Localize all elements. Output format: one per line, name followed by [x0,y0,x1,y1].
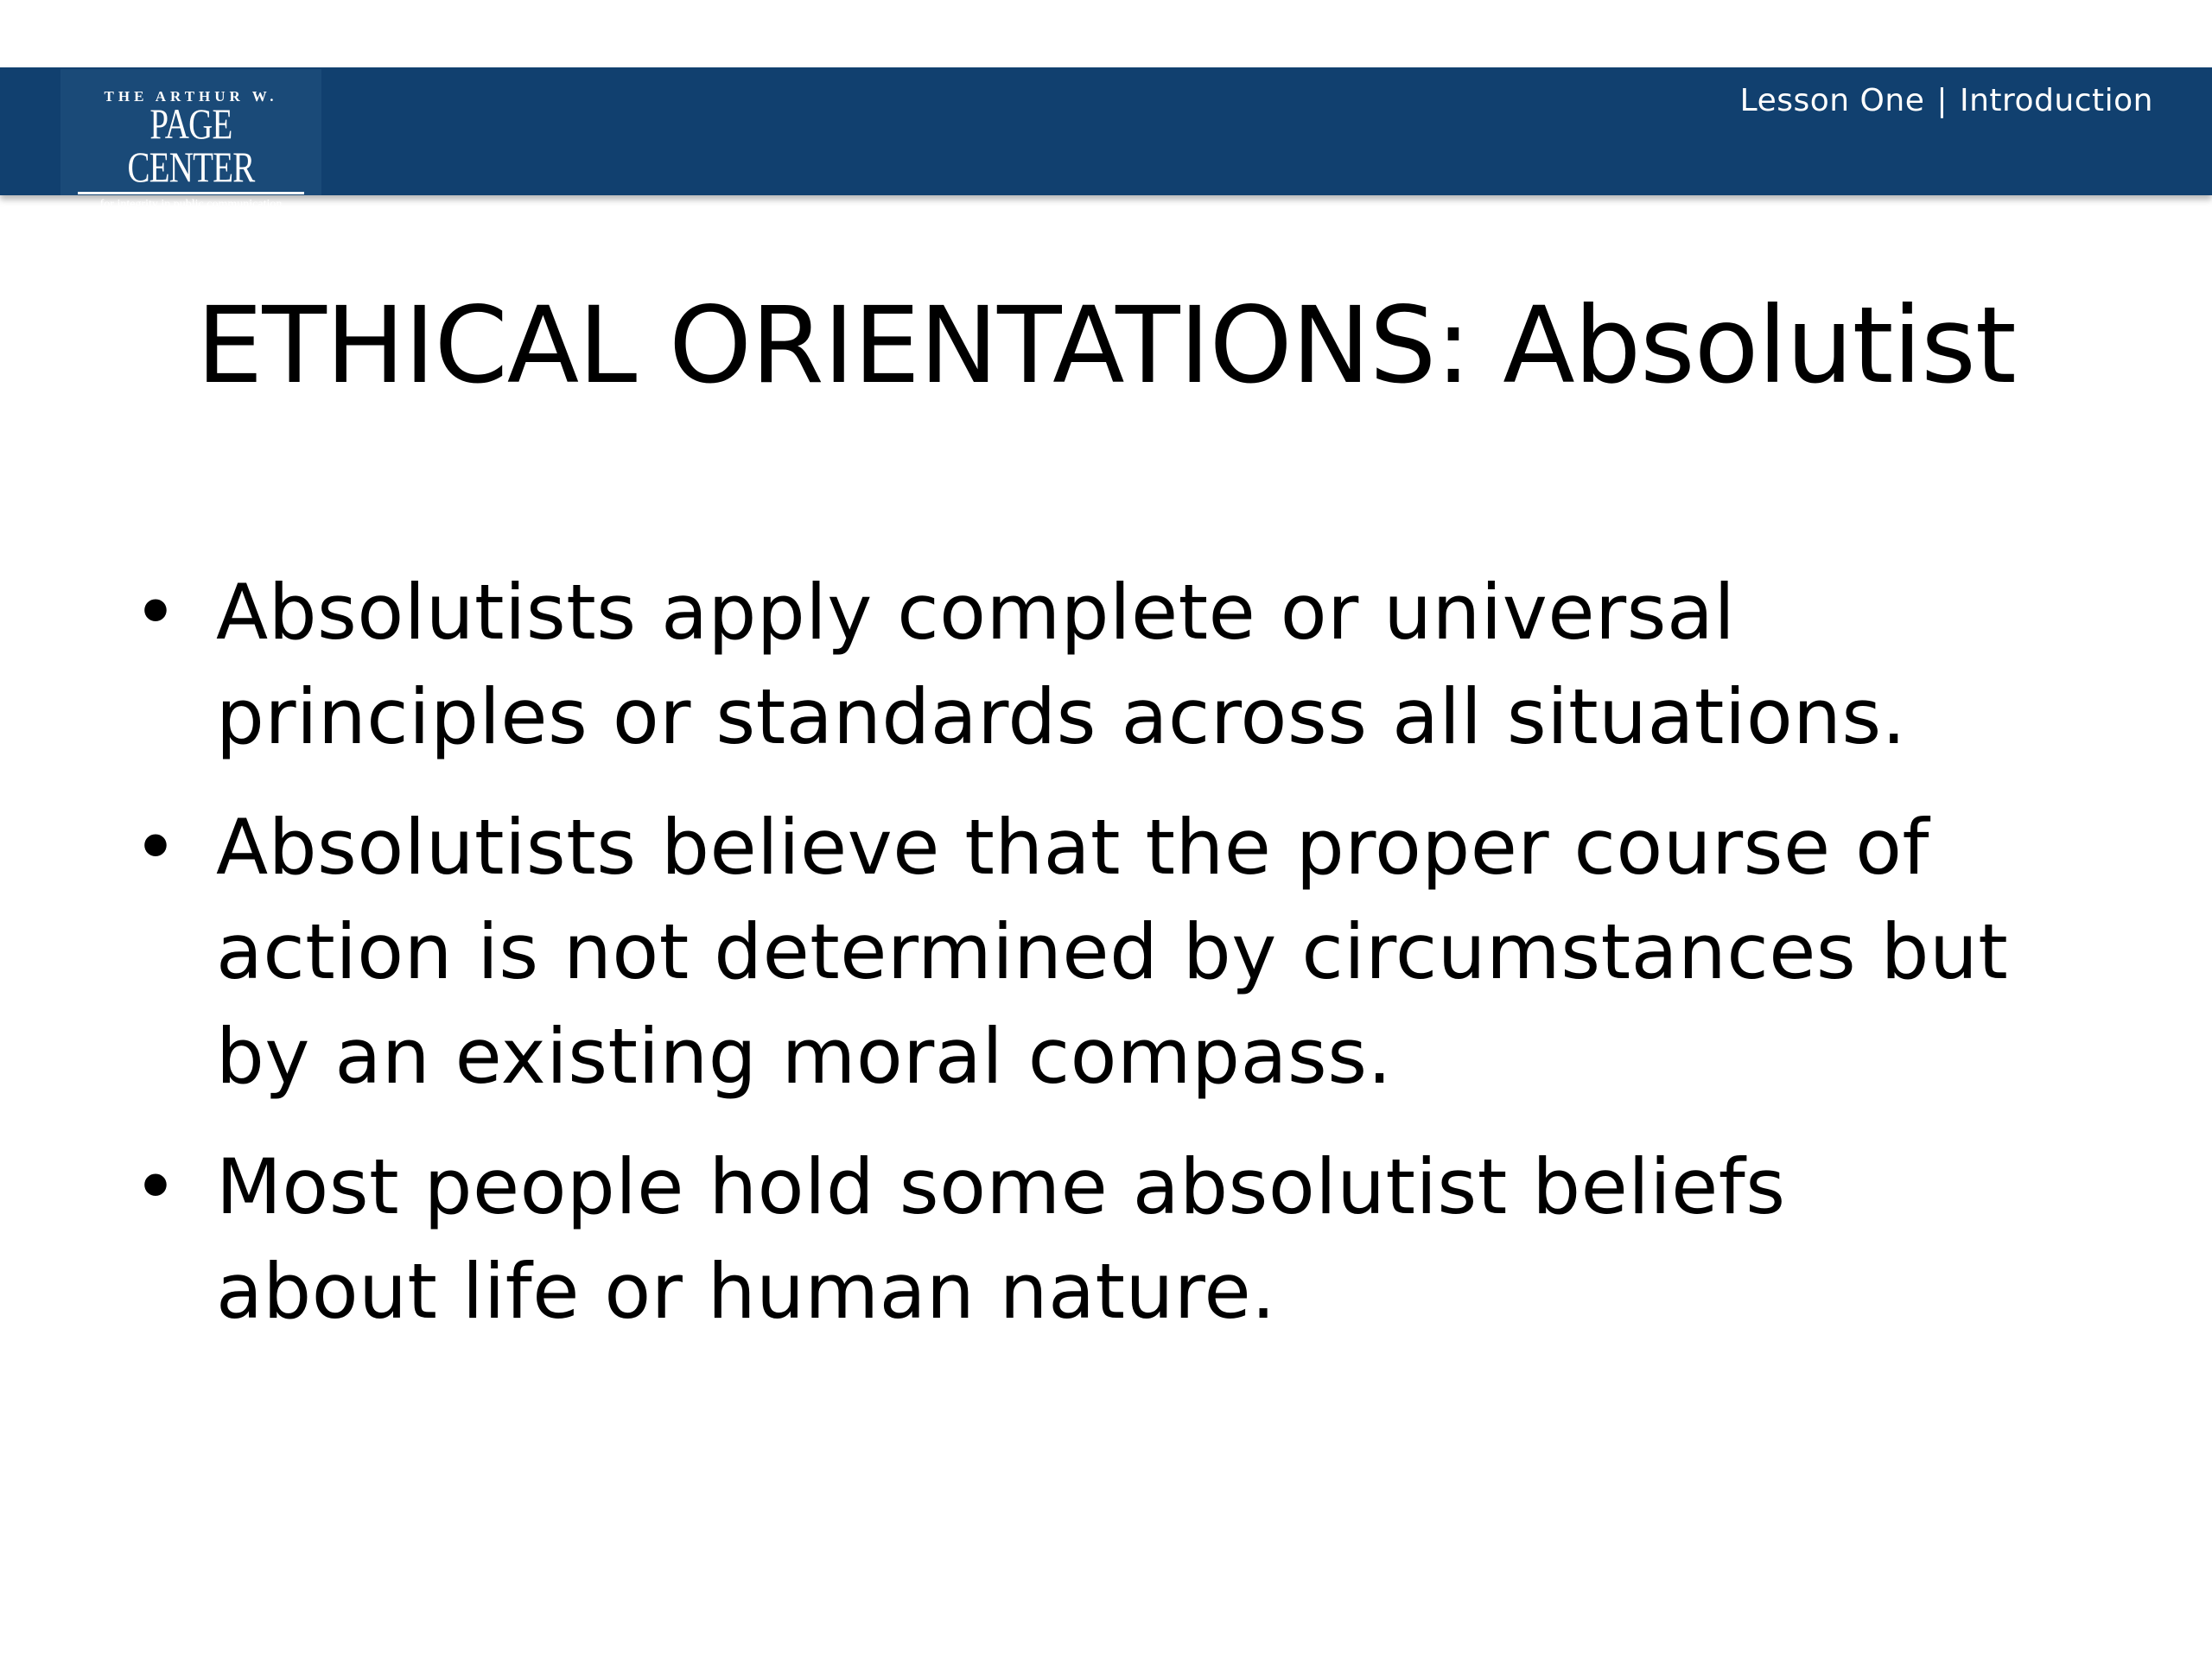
page-center-logo [60,69,321,211]
bullet-text-line: by an existing moral compass. [216,1012,1393,1101]
logo-rule [78,192,304,194]
bullet-text-line: principles or standards across all situations. [216,672,1907,761]
lesson-label [1740,79,2153,123]
bullet-item [130,560,2117,769]
bullet-dot: • [133,568,179,657]
bullet-text-line: Absolutists believe that the proper course of [216,803,1929,892]
logo-line-2: PAGE CENTER [127,99,255,191]
logo-line-1: THE ARTHUR W. [104,88,278,105]
section-name: Introduction [1959,83,2153,118]
bullet-dot: • [133,1142,179,1231]
bullet-text-line: Most people hold some absolutist beliefs [216,1142,1786,1231]
bullet-text-line: action is not determined by circumstances but [216,907,2009,996]
logo-line-3: for integrity in public communication [99,198,283,211]
bullet-item [130,795,2117,1109]
lesson-separator: | [1936,83,1948,118]
bullet-text-line: about life or human nature. [216,1247,1276,1336]
lesson-name: Lesson One [1739,83,1925,118]
bullet-list [130,560,2117,1370]
bullet-item [130,1135,2117,1344]
bullet-dot: • [133,803,179,892]
bullet-text-line: Absolutists apply complete or universal [216,568,1736,657]
slide-title: ETHICAL ORIENTATIONS: Absolutist [196,284,2016,407]
